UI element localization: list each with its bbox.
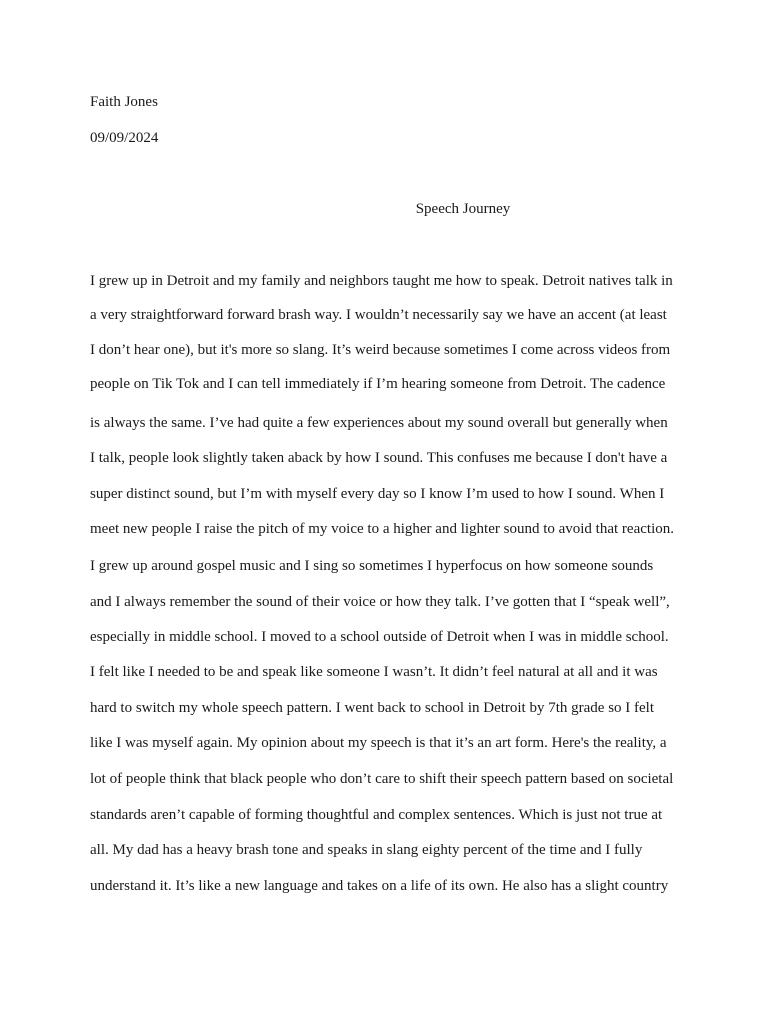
body-line: super distinct sound, but I’m with myself every day so I know I’m used to how I sound. When I	[90, 486, 665, 502]
body-line: especially in middle school. I moved to a school outside of Detroit when I was in middle school.	[90, 629, 669, 645]
body-line: like I was myself again. My opinion about my speech is that it’s an art form. Here's the reality, a	[90, 735, 667, 751]
body-line: all. My dad has a heavy brash tone and speaks in slang eighty percent of the time and I fully	[90, 842, 643, 858]
body-line: I talk, people look slightly taken aback by how I sound. This confuses me because I don't have a	[90, 450, 668, 466]
body-line: hard to switch my whole speech pattern. I went back to school in Detroit by 7th grade so I felt	[90, 700, 655, 716]
body-line: meet new people I raise the pitch of my voice to a higher and lighter sound to avoid that reaction.	[90, 521, 674, 537]
body-line: lot of people think that black people who don’t care to shift their speech pattern based on societal	[90, 771, 674, 787]
body-line: is always the same. I’ve had quite a few experiences about my sound overall but generally when	[90, 415, 668, 431]
body-line: a very straightforward forward brash way. I wouldn’t necessarily say we have an accent (at least	[90, 307, 667, 323]
body-line: people on Tik Tok and I can tell immediately if I’m hearing someone from Detroit. The cadence	[90, 376, 666, 392]
document-date: 09/09/2024	[90, 130, 159, 146]
body-line: I felt like I needed to be and speak like someone I wasn’t. It didn’t feel natural at all and it was	[90, 664, 658, 680]
body-line: I grew up in Detroit and my family and neighbors taught me how to speak. Detroit natives talk in	[90, 273, 673, 289]
body-line: understand it. It’s like a new language and takes on a life of its own. He also has a slight country	[90, 878, 669, 894]
document-title: Speech Journey	[415, 201, 511, 217]
body-line: I grew up around gospel music and I sing so sometimes I hyperfocus on how someone sounds	[90, 558, 654, 574]
body-line: I don’t hear one), but it's more so slang. It’s weird because sometimes I come across videos from	[90, 342, 671, 358]
body-line: standards aren’t capable of forming thoughtful and complex sentences. Which is just not true at	[90, 807, 663, 823]
author-name: Faith Jones	[90, 94, 158, 110]
body-line: and I always remember the sound of their voice or how they talk. I’ve gotten that I “speak well”,	[90, 594, 670, 610]
